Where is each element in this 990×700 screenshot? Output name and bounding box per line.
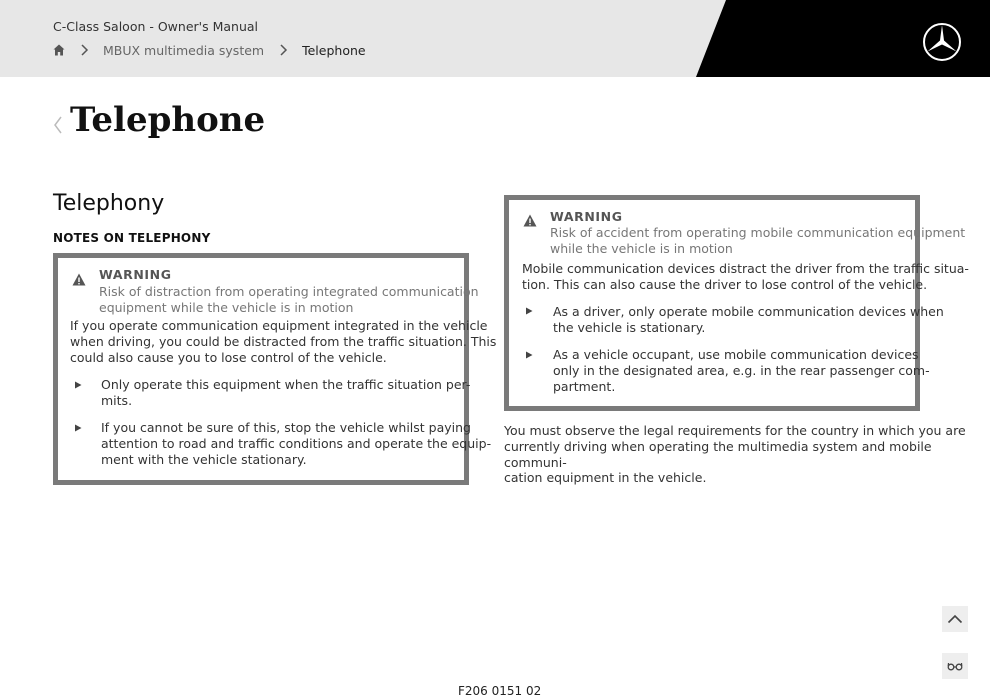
- warning-subtitle-line: Risk of distraction from operating integrated communication: [99, 284, 479, 299]
- triangle-bullet-icon: [74, 424, 82, 432]
- back-chevron-icon[interactable]: [52, 115, 64, 135]
- breadcrumb-item-mbux[interactable]: MBUX multimedia system: [103, 42, 265, 58]
- section-heading: Telephony: [53, 191, 165, 216]
- chevron-up-icon: [947, 614, 963, 624]
- legal-line: currently driving when operating the multimedia system and mobile communi-: [504, 438, 932, 470]
- warning-title: WARNING: [99, 267, 172, 282]
- chevron-right-icon: [278, 44, 288, 56]
- breadcrumb-item-telephone: Telephone: [302, 42, 366, 58]
- header-bar: [0, 0, 990, 77]
- mercedes-star-logo[interactable]: [922, 22, 962, 62]
- bullet-line: only in the designated area, e.g. in the rear passenger com-: [553, 362, 930, 378]
- legal-note: [504, 423, 990, 486]
- document-code: F206 0151 02: [458, 684, 542, 698]
- bullet-line: As a driver, only operate mobile communication devices when: [553, 304, 944, 319]
- bullet-item: [101, 377, 470, 409]
- page-title: Telephone: [70, 100, 266, 140]
- scroll-to-top-button[interactable]: [942, 606, 968, 632]
- body-line: If you operate communication equipment integrated in the vehicle: [70, 318, 488, 333]
- warning-body: [522, 261, 969, 293]
- bullet-line: ment with the vehicle stationary.: [101, 451, 307, 467]
- body-line: when driving, you could be distracted from the traffic situation. This: [70, 333, 497, 349]
- legal-line: cation equipment in the vehicle.: [504, 470, 707, 486]
- bullet-line: partment.: [553, 378, 616, 394]
- warning-subtitle-line: Risk of accident from operating mobile communication equipment: [550, 225, 966, 240]
- bullet-line: As a vehicle occupant, use mobile communication devices: [553, 347, 919, 362]
- warning-subtitle-line: while the vehicle is in motion: [550, 240, 733, 256]
- manual-title: C-Class Saloon - Owner's Manual: [53, 19, 258, 34]
- bullet-line: If you cannot be sure of this, stop the vehicle whilst paying: [101, 420, 471, 435]
- warning-header: [550, 209, 965, 256]
- legal-line: You must observe the legal requirements for the country in which you are: [504, 423, 966, 438]
- warning-triangle-icon: [72, 273, 86, 286]
- bullet-line: Only operate this equipment when the traffic situation per-: [101, 377, 471, 392]
- bullet-line: the vehicle is stationary.: [553, 319, 706, 335]
- reading-mode-button[interactable]: [942, 653, 968, 679]
- triangle-bullet-icon: [525, 351, 533, 359]
- glasses-icon: [947, 661, 963, 671]
- bullet-item: [553, 347, 930, 394]
- warning-subtitle-line: equipment while the vehicle is in motion: [99, 299, 354, 315]
- warning-body: [70, 318, 496, 365]
- bullet-line: attention to road and traffic conditions and operate the equip-: [101, 435, 492, 451]
- body-line: Mobile communication devices distract the driver from the traffic situa-: [522, 261, 969, 276]
- triangle-bullet-icon: [74, 381, 82, 389]
- warning-header: [99, 267, 479, 315]
- bullet-item: [553, 304, 944, 336]
- warning-title: WARNING: [550, 209, 623, 224]
- body-line: could also cause you to lose control of the vehicle.: [70, 349, 387, 365]
- bullet-item: [101, 420, 491, 467]
- home-icon[interactable]: [53, 44, 65, 56]
- breadcrumb: [53, 41, 366, 59]
- bullet-line: mits.: [101, 392, 133, 408]
- notes-heading: NOTES ON TELEPHONY: [53, 231, 211, 245]
- body-line: tion. This can also cause the driver to lose control of the vehicle.: [522, 276, 928, 292]
- triangle-bullet-icon: [525, 307, 533, 315]
- chevron-right-icon: [79, 44, 89, 56]
- warning-triangle-icon: [523, 214, 537, 227]
